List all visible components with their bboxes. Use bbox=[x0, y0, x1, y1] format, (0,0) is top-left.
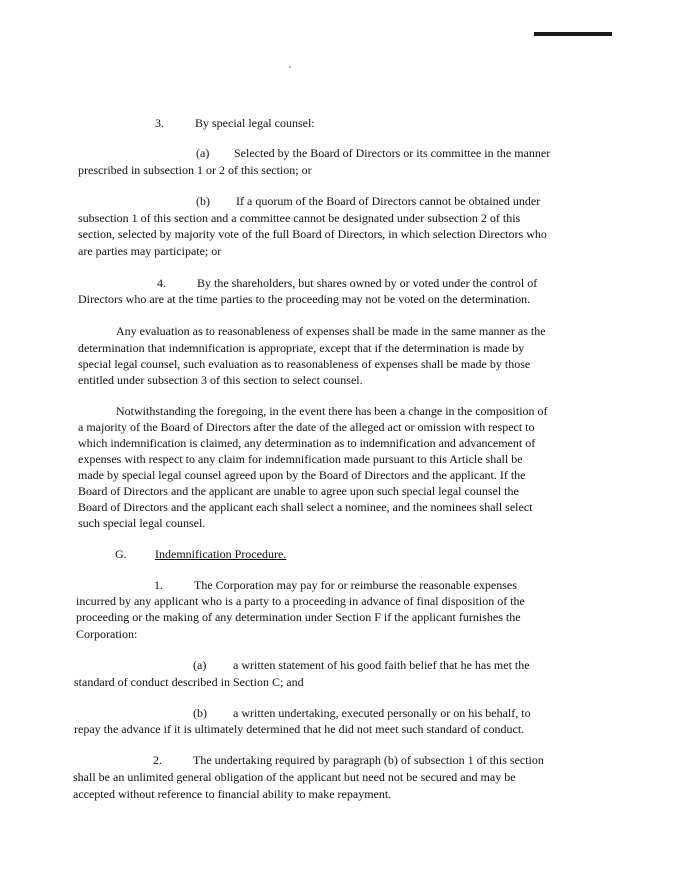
item-3b-line-3: section, selected by majority vote of the full Board of Directors, in which selection Directors who bbox=[78, 227, 547, 241]
item-3a-marker: (a) bbox=[196, 146, 210, 160]
g1a-text-1: a written statement of his good faith belief that he has met the bbox=[233, 658, 530, 672]
g2-line-1 bbox=[153, 753, 544, 768]
item-4-line-2: Directors who are at the time parties to the proceeding may not be voted on the determination. bbox=[78, 292, 531, 306]
item-3a-line-2: prescribed in subsection 1 or 2 of this section; or bbox=[78, 163, 312, 177]
item-4-text-1: By the shareholders, but shares owned by or voted under the control of bbox=[197, 276, 538, 290]
g1-line-3: proceeding or the making of any determination under Section F if the applicant furnishes the bbox=[76, 610, 521, 624]
scan-speck bbox=[289, 66, 291, 68]
item-3b-text-1: If a quorum of the Board of Directors cannot be obtained under bbox=[236, 194, 541, 208]
item-4-number: 4. bbox=[157, 276, 166, 290]
g1b-line-1 bbox=[193, 706, 531, 721]
item-3-heading bbox=[155, 116, 315, 131]
g2-line-2: shall be an unlimited general obligation of the applicant but need not be secured and may be bbox=[73, 770, 516, 784]
g2-text-1: The undertaking required by paragraph (b) of subsection 1 of this section bbox=[193, 753, 544, 767]
para-eval-line-1: Any evaluation as to reasonableness of expenses shall be made in the same manner as the bbox=[116, 324, 546, 338]
para-notwith-line-6: Board of Directors and the applicant are unable to agree upon such special legal counsel the bbox=[78, 484, 519, 498]
para-notwith-line-3: which indemnification is claimed, any determination as to indemnification and advancement of bbox=[78, 436, 536, 450]
g1-line-2: incurred by any applicant who is a party to a proceeding in advance of final disposition of the bbox=[76, 594, 525, 608]
para-notwith-line-5: made by special legal counsel agreed upon by the Board of Directors and the applicant. If the bbox=[78, 468, 526, 482]
para-notwith-line-4: expenses with respect to any claim for indemnification made pursuant to this Article shall be bbox=[78, 452, 523, 466]
g1-text-1: The Corporation may pay for or reimburse the reasonable expenses bbox=[194, 578, 517, 592]
g1b-marker: (b) bbox=[193, 706, 207, 720]
g2-line-3: accepted without reference to financial ability to make repayment. bbox=[73, 787, 392, 801]
g1-number: 1. bbox=[154, 578, 163, 592]
para-eval-line-3: special legal counsel, such evaluation as to reasonableness of expenses shall be made by those bbox=[78, 357, 531, 371]
item-3b-marker: (b) bbox=[196, 194, 210, 208]
g1a-line-2: standard of conduct described in Section C; and bbox=[74, 675, 304, 689]
g1b-text-1: a written undertaking, executed personally or on his behalf, to bbox=[233, 706, 531, 720]
corner-redaction-bar bbox=[534, 32, 612, 36]
section-g-heading bbox=[115, 547, 286, 562]
g2-number: 2. bbox=[153, 753, 162, 767]
item-3-number: 3. bbox=[155, 116, 164, 130]
para-notwith-line-7: Board of Directors and the applicant each shall select a nominee, and the nominees shall select bbox=[78, 500, 533, 514]
para-eval-line-2: determination that indemnification is appropriate, except that if the determination is made by bbox=[78, 341, 525, 355]
g1a-marker: (a) bbox=[193, 658, 207, 672]
item-3a-text-1: Selected by the Board of Directors or its committee in the manner bbox=[234, 146, 551, 160]
item-3b-line-1 bbox=[196, 194, 540, 209]
section-g-title: Indemnification Procedure. bbox=[155, 547, 287, 561]
item-3a-line-1 bbox=[196, 146, 550, 161]
g1-line-1 bbox=[154, 578, 517, 593]
item-3b-line-4: are parties may participate; or bbox=[78, 244, 222, 258]
para-notwith-line-8: such special legal counsel. bbox=[78, 516, 206, 530]
item-3b-line-2: subsection 1 of this section and a committee cannot be designated under subsection 2 of this bbox=[78, 211, 521, 225]
g1-line-4: Corporation: bbox=[76, 627, 138, 641]
g1a-line-1 bbox=[193, 658, 530, 673]
section-g-letter: G. bbox=[115, 547, 127, 561]
item-4-line-1 bbox=[157, 276, 537, 291]
item-3-text: By special legal counsel: bbox=[195, 116, 315, 130]
para-notwith-line-2: a majority of the Board of Directors after the date of the alleged act or omission with respect to bbox=[78, 420, 535, 434]
g1b-line-2: repay the advance if it is ultimately determined that he did not meet such standard of conduct. bbox=[74, 722, 525, 736]
para-notwith-line-1: Notwithstanding the foregoing, in the event there has been a change in the composition of bbox=[116, 404, 548, 418]
para-eval-line-4: entitled under subsection 3 of this section to select counsel. bbox=[78, 373, 363, 387]
